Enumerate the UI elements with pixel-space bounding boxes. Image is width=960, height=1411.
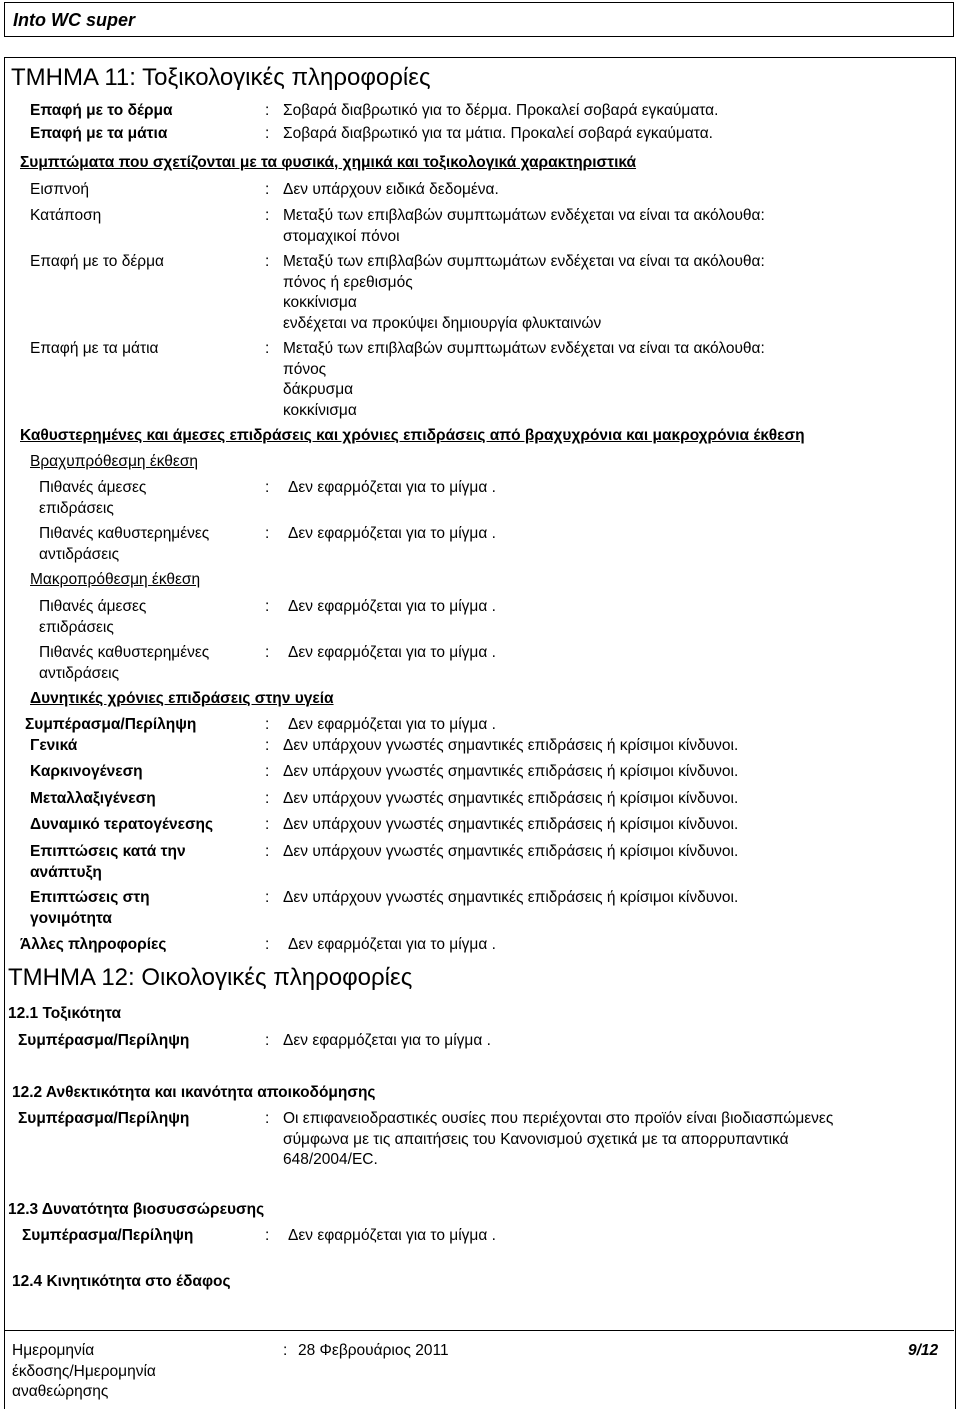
ingestion-label: Κατάποση [30, 207, 102, 224]
label-line: Ημερομηνία [12, 1342, 95, 1359]
general-label: Γενικά [30, 737, 78, 754]
eyes-symptom-line: Μεταξύ των επιβλαβών συμπτωμάτων ενδέχεται να είναι τα ακόλουθα: [283, 340, 765, 357]
mutagenicity-value: Δεν υπάρχουν γνωστές σημαντικές επιδράσεις ή κρίσιμοι κίνδυνοι. [283, 790, 739, 807]
label-line: ανάπτυξη [30, 863, 102, 881]
long-immediate-value: Δεν εφαρμόζεται για το μίγμα . [288, 598, 496, 615]
colon: : [265, 1032, 270, 1049]
conclusion-label: Συμπέρασμα/Περίληψη [25, 716, 197, 733]
long-immediate-label [39, 597, 146, 638]
short-delayed-label [39, 524, 209, 565]
colon: : [265, 1110, 270, 1127]
short-immediate-value: Δεν εφαρμόζεται για το μίγμα . [288, 479, 496, 496]
product-title: Into WC super [13, 10, 135, 30]
eyes-symptom-line: δάκρυσμα [283, 381, 354, 398]
contact-skin-label: Επαφή με το δέρμα [30, 102, 173, 119]
colon: : [265, 598, 270, 615]
eyes-symptom-line: πόνος [283, 360, 327, 378]
colon: : [283, 1342, 288, 1359]
skin-symptom-line: κοκκίνισμα [283, 294, 357, 311]
colon: : [265, 525, 270, 542]
footer-date-label [12, 1341, 156, 1403]
short-term-heading: Βραχυπρόθεσμη έκθεση [30, 453, 199, 470]
colon: : [265, 479, 270, 496]
mobility-heading: 12.4 Κινητικότητα στο έδαφος [12, 1273, 231, 1290]
label-line: Επιπτώσεις στη [30, 889, 150, 906]
colon: : [265, 181, 270, 198]
long-delayed-label [39, 643, 209, 684]
teratogenicity-value: Δεν υπάρχουν γνωστές σημαντικές επιδράσεις ή κρίσιμοι κίνδυνοι. [283, 816, 739, 833]
bioaccumulation-heading: 12.3 Δυνατότητα βιοσυσσώρευσης [8, 1201, 265, 1218]
toxicity-conclusion-label: Συμπέρασμα/Περίληψη [18, 1032, 190, 1049]
persistence-line: Οι επιφανειοδραστικές ουσίες που περιέχονται στο προϊόν είναι βιοδιασπώμενες [283, 1110, 834, 1127]
long-delayed-value: Δεν εφαρμόζεται για το μίγμα . [288, 644, 496, 661]
ingestion-value [283, 206, 765, 247]
section-12-title: ΤΜΗΜΑ 12: Οικολογικές πληροφορίες [8, 964, 413, 991]
colon: : [265, 102, 270, 119]
eyes-symptom-line: κοκκίνισμα [283, 401, 357, 419]
label-line: γονιμότητα [30, 909, 112, 927]
label-line: Πιθανές άμεσες [39, 598, 147, 615]
conclusion-value: Δεν εφαρμόζεται για το μίγμα . [288, 716, 496, 733]
persistence-value [283, 1109, 833, 1171]
colon: : [265, 843, 270, 860]
label-line: επιδράσεις [39, 499, 114, 517]
label-line: Πιθανές άμεσες [39, 479, 147, 496]
persistence-heading: 12.2 Ανθεκτικότητα και ικανότητα αποικοδόμησης [12, 1084, 376, 1101]
short-immediate-label [39, 478, 146, 519]
label-line: Επιπτώσεις κατά την [30, 843, 186, 860]
skin-symptoms-label: Επαφή με το δέρμα [30, 253, 164, 270]
ingestion-line: στομαχικοί πόνοι [283, 227, 400, 245]
toxicity-conclusion-value: Δεν εφαρμόζεται για το μίγμα . [283, 1032, 491, 1049]
label-line: αντιδράσεις [39, 664, 120, 682]
skin-symptoms-value [283, 252, 765, 334]
colon: : [265, 763, 270, 780]
chronic-effects-heading: Δυνητικές χρόνιες επιδράσεις στην υγεία [30, 690, 334, 707]
footer-date-value: 28 Φεβρουάριος 2011 [298, 1342, 449, 1359]
contact-skin-value: Σοβαρά διαβρωτικό για το δέρμα. Προκαλεί σοβαρά εγκαύματα. [283, 102, 719, 119]
label-line: αναθεώρησης [12, 1383, 109, 1400]
development-label [30, 842, 186, 883]
colon: : [265, 207, 270, 224]
short-delayed-value: Δεν εφαρμόζεται για το μίγμα . [288, 525, 496, 542]
colon: : [265, 889, 270, 906]
colon: : [265, 125, 270, 142]
colon: : [265, 1227, 270, 1244]
bioaccumulation-conclusion-value: Δεν εφαρμόζεται για το μίγμα . [288, 1227, 496, 1244]
colon: : [265, 816, 270, 833]
teratogenicity-label: Δυναμικό τερατογένεσης [30, 816, 214, 833]
persistence-line: 648/2004/EC. [283, 1151, 378, 1168]
other-info-label: Άλλες πληροφορίες [20, 936, 167, 953]
label-line: Πιθανές καθυστερημένες [39, 525, 210, 542]
contact-eyes-value: Σοβαρά διαβρωτικό για τα μάτια. Προκαλεί σοβαρά εγκαύματα. [283, 125, 713, 142]
eyes-symptoms-label: Επαφή με τα μάτια [30, 340, 159, 357]
skin-symptom-line: ενδέχεται να προκύψει δημιουργία φλυκταινών [283, 314, 602, 332]
toxicity-heading: 12.1 Τοξικότητα [8, 1005, 122, 1022]
carcinogenicity-value: Δεν υπάρχουν γνωστές σημαντικές επιδράσεις ή κρίσιμοι κίνδυνοι. [283, 763, 739, 780]
label-line: έκδοσης/Ημερομηνία [12, 1362, 156, 1380]
colon: : [265, 644, 270, 661]
colon: : [265, 716, 270, 733]
other-info-value: Δεν εφαρμόζεται για το μίγμα . [288, 936, 496, 953]
label-line: επιδράσεις [39, 618, 114, 636]
inhalation-label: Εισπνοή [30, 181, 90, 198]
fertility-value: Δεν υπάρχουν γνωστές σημαντικές επιδράσεις ή κρίσιμοι κίνδυνοι. [283, 889, 739, 906]
colon: : [265, 340, 270, 357]
general-value: Δεν υπάρχουν γνωστές σημαντικές επιδράσεις ή κρίσιμοι κίνδυνοι. [283, 737, 739, 754]
header-bar [4, 2, 954, 37]
colon: : [265, 790, 270, 807]
persistence-line: σύμφωνα με τις απαιτήσεις του Κανονισμού σχετικά με τα απορρυπαντικά [283, 1130, 789, 1148]
fertility-label [30, 888, 150, 929]
label-line: αντιδράσεις [39, 545, 120, 563]
skin-symptom-line: πόνος ή ερεθισμός [283, 273, 413, 291]
label-line: Πιθανές καθυστερημένες [39, 644, 210, 661]
colon: : [265, 253, 270, 270]
page-number: 9/12 [908, 1342, 939, 1359]
skin-symptom-line: Μεταξύ των επιβλαβών συμπτωμάτων ενδέχεται να είναι τα ακόλουθα: [283, 253, 765, 270]
bioaccumulation-conclusion-label: Συμπέρασμα/Περίληψη [22, 1227, 194, 1244]
persistence-conclusion-label: Συμπέρασμα/Περίληψη [18, 1110, 190, 1127]
long-term-heading: Μακροπρόθεσμη έκθεση [30, 571, 201, 588]
ingestion-line: Μεταξύ των επιβλαβών συμπτωμάτων ενδέχεται να είναι τα ακόλουθα: [283, 207, 765, 224]
inhalation-value: Δεν υπάρχουν ειδικά δεδομένα. [283, 181, 499, 198]
carcinogenicity-label: Καρκινογένεση [30, 763, 143, 780]
mutagenicity-label: Μεταλλαξιγένεση [30, 790, 156, 807]
footer-divider [4, 1330, 954, 1331]
section-11-title: ΤΜΗΜΑ 11: Τοξικολογικές πληροφορίες [11, 64, 431, 91]
contact-eyes-label: Επαφή με τα μάτια [30, 125, 168, 142]
delayed-effects-heading: Καθυστερημένες και άμεσες επιδράσεις και χρόνιες επιδράσεις από βραχυχρόνια και μακροχρόνια έκθεση [20, 427, 805, 444]
development-value: Δεν υπάρχουν γνωστές σημαντικές επιδράσεις ή κρίσιμοι κίνδυνοι. [283, 843, 739, 860]
eyes-symptoms-value [283, 339, 765, 421]
colon: : [265, 936, 270, 953]
colon: : [265, 737, 270, 754]
symptoms-heading: Συμπτώματα που σχετίζονται με τα φυσικά, χημικά και τοξικολογικά χαρακτηριστικά [20, 154, 637, 171]
